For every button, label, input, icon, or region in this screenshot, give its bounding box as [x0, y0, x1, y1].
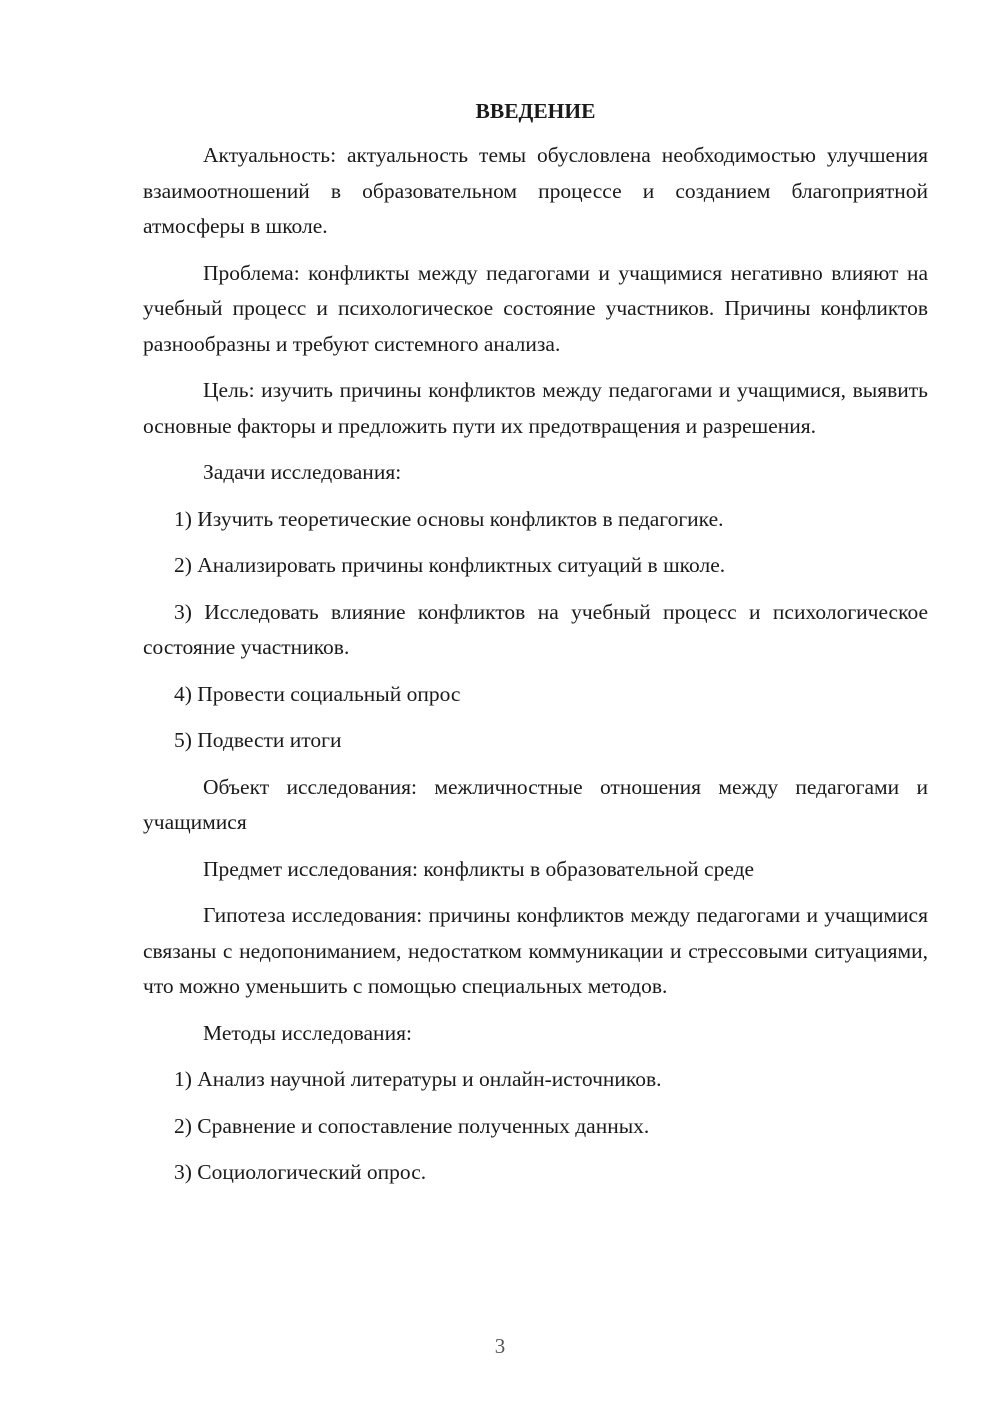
list-item-task-1: 1) Изучить теоретические основы конфликтов в педагогике. [174, 506, 724, 531]
list-item-method-3: 3) Социологический опрос. [174, 1160, 427, 1184]
list-item-task-3: 3) Исследовать влияние конфликтов на учебный процесс и психологическое состояние участников. [143, 599, 928, 659]
list-item-method-1: 1) Анализ научной литературы и онлайн-источников. [174, 1067, 662, 1091]
page-content [143, 96, 928, 1202]
page-number: 3 [494, 1334, 506, 1358]
paragraph-methods-heading: Методы исследования: [203, 1020, 412, 1045]
paragraph-problem: Проблема: конфликты между педагогами и учащимися негативно влияют на учебный процесс и психологическое состояние участников. Причины конфликтов разнообразны и требуют системного анализа. [143, 260, 928, 356]
list-item-task-2: 2) Анализировать причины конфликтных ситуаций в школе. [174, 553, 726, 577]
paragraph-object: Объект исследования: межличностные отношения между педагогами и учащимися [143, 774, 928, 834]
paragraph-hypothesis: Гипотеза исследования: причины конфликтов между педагогами и учащимися связаны с недопониманием, недостатком коммуникации и стрессовыми ситуациями, что можно уменьшить с помощью специальных методов. [143, 903, 928, 998]
section-title: ВВЕДЕНИЕ [475, 99, 596, 123]
paragraph-subject: Предмет исследования: конфликты в образовательной среде [203, 856, 755, 881]
list-item-task-4: 4) Провести социальный опрос [174, 681, 461, 706]
paragraph-goal: Цель: изучить причины конфликтов между педагогами и учащимися, выявить основные факторы и предложить пути их предотвращения и разрешения. [143, 378, 928, 438]
paragraph-relevance: Актуальность: актуальность темы обусловлена необходимостью улучшения взаимоотношений в образовательном процессе и созданием благоприятной атмосферы в школе. [143, 143, 928, 238]
list-item-method-2: 2) Сравнение и сопоставление полученных данных. [174, 1113, 650, 1138]
list-item-task-5: 5) Подвести итоги [174, 728, 342, 752]
paragraph-tasks-heading: Задачи исследования: [203, 460, 402, 484]
